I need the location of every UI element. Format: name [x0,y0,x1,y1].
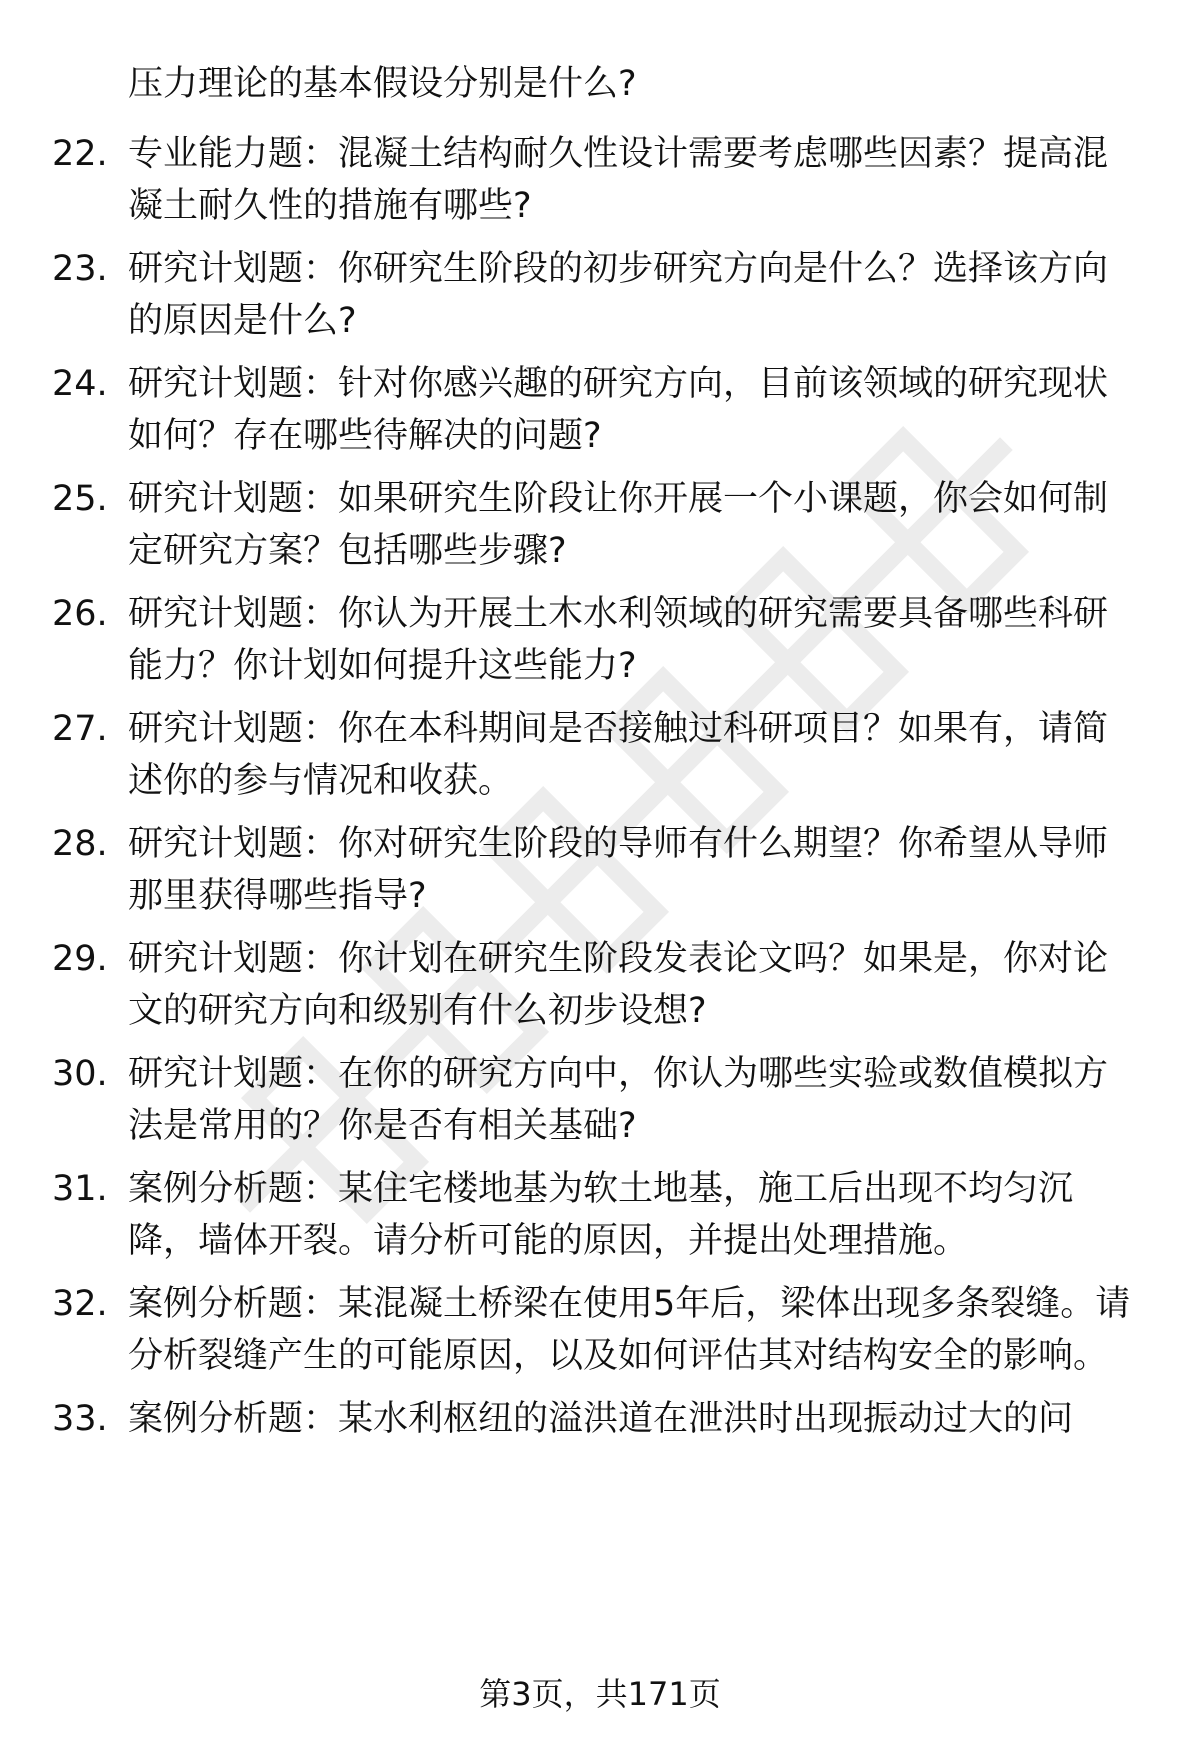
question-number: 31. [52,1169,108,1209]
question-text-line: 研究计划题：你在本科期间是否接触过科研项目？如果有，请简 [128,709,1109,749]
question-number: 27. [52,709,108,749]
question-item [52,933,1162,1037]
question-number: 25. [52,479,108,519]
question-text-line: 研究计划题：如果研究生阶段让你开展一个小课题，你会如何制 [128,479,1109,519]
question-item [52,128,1162,232]
question-item [52,818,1162,922]
question-text-line: 法是常用的？你是否有相关基础? [128,1106,637,1146]
question-item [52,1048,1162,1152]
question-item [52,358,1162,462]
question-text-line: 凝土耐久性的措施有哪些? [128,186,532,226]
question-text-line: 降，墙体开裂。请分析可能的原因，并提出处理措施。 [128,1221,969,1261]
question-text-line: 能力？你计划如何提升这些能力? [128,646,637,686]
question-item [52,1163,1162,1267]
question-text-line: 述你的参与情况和收获。 [128,761,514,801]
question-text-line: 研究计划题：你认为开展土木水利领域的研究需要具备哪些科研 [128,594,1109,634]
question-text-line: 分析裂缝产生的可能原因，以及如何评估其对结构安全的影响。 [128,1336,1109,1376]
question-number: 23. [52,249,108,289]
question-item [52,1278,1162,1382]
question-item [52,703,1162,807]
question-text-line: 研究计划题：针对你感兴趣的研究方向，目前该领域的研究现状 [128,364,1109,404]
question-text-line: 研究计划题：在你的研究方向中，你认为哪些实验或数值模拟方 [128,1054,1109,1094]
question-number: 26. [52,594,108,634]
question-text-line: 定研究方案？包括哪些步骤? [128,531,567,571]
question-number: 32. [52,1284,108,1324]
question-text-line: 文的研究方向和级别有什么初步设想? [128,991,707,1031]
question-text-line: 案例分析题：某水利枢纽的溢洪道在泄洪时出现振动过大的问 [128,1399,1074,1439]
continuation-line: 压力理论的基本假设分别是什么? [128,64,637,104]
question-text-line: 的原因是什么? [128,301,357,341]
question-text-line: 案例分析题：某住宅楼地基为软土地基，施工后出现不均匀沉 [128,1169,1074,1209]
question-number: 22. [52,134,108,174]
question-text-line: 专业能力题：混凝土结构耐久性设计需要考虑哪些因素？提高混 [128,134,1109,174]
question-number: 24. [52,364,108,404]
question-text-line: 如何？存在哪些待解决的问题? [128,416,602,456]
question-number: 30. [52,1054,108,1094]
question-text-line: 研究计划题：你对研究生阶段的导师有什么期望？你希望从导师 [128,824,1109,864]
question-text-line: 那里获得哪些指导? [128,876,427,916]
question-number: 29. [52,939,108,979]
page-footer: 第3页，共171页 [479,1675,721,1713]
question-number: 33. [52,1399,108,1439]
question-item [52,473,1162,577]
question-text-line: 案例分析题：某混凝土桥梁在使用5年后，梁体出现多条裂缝。请 [128,1284,1131,1324]
question-item [52,243,1162,347]
question-item [52,1393,1162,1445]
question-text-line: 研究计划题：你计划在研究生阶段发表论文吗？如果是，你对论 [128,939,1109,979]
question-number: 28. [52,824,108,864]
question-text-line: 研究计划题：你研究生阶段的初步研究方向是什么？选择该方向 [128,249,1109,289]
question-item [52,588,1162,692]
